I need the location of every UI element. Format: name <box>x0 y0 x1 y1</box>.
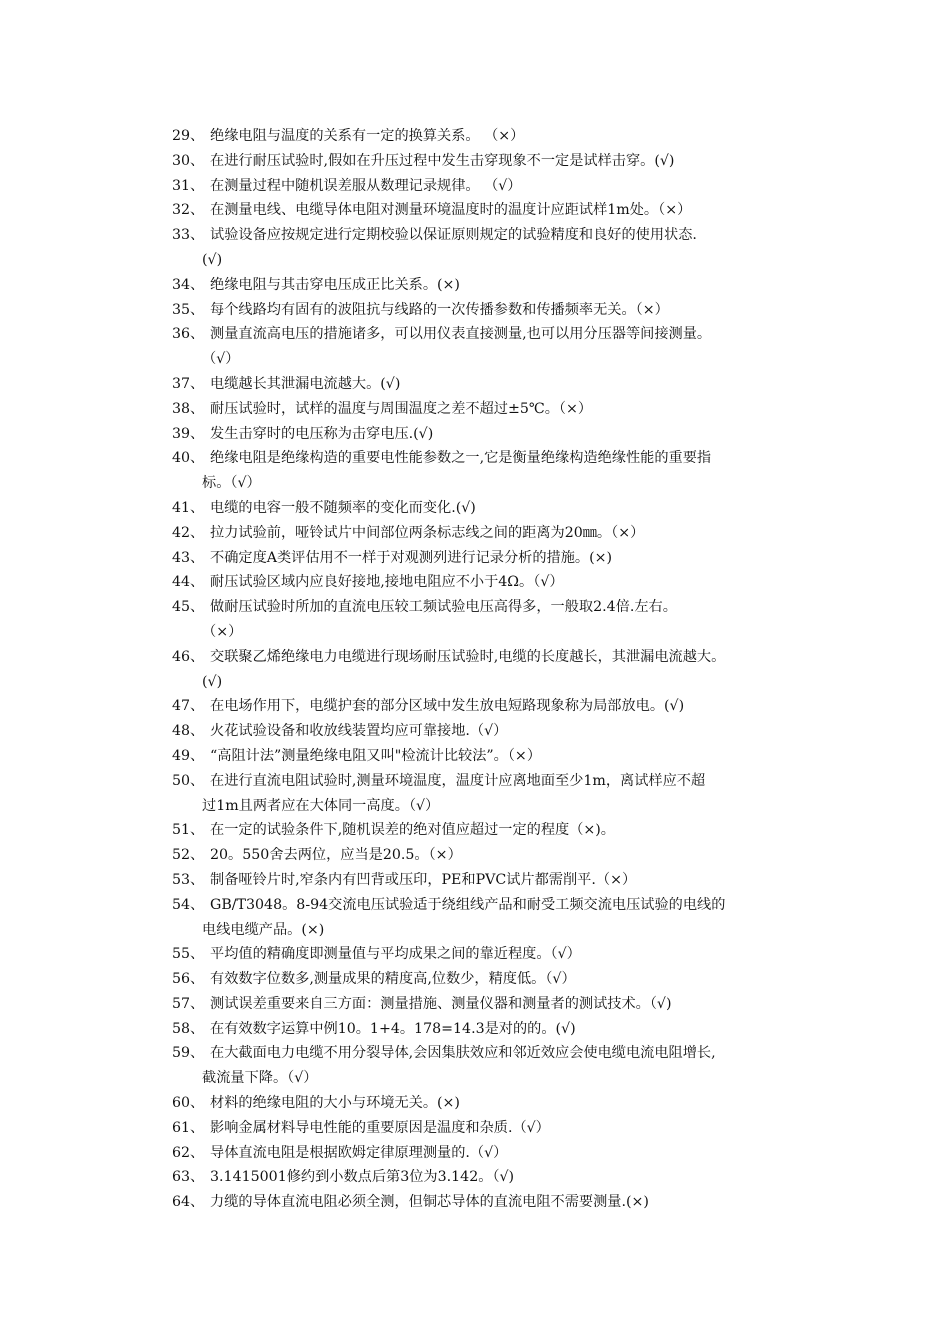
list-item <box>172 149 822 174</box>
item-number: 46、 <box>172 648 205 665</box>
item-number: 36、 <box>172 326 205 343</box>
list-item <box>172 570 822 595</box>
list-item <box>172 893 822 918</box>
item-number: 61、 <box>172 1119 205 1136</box>
item-text: 在测量电线、电缆导体电阻对测量环境温度时的温度计应距试样1m处。（×） <box>210 202 692 219</box>
item-number: 41、 <box>172 499 205 516</box>
item-continuation-text: 标。（√） <box>202 475 261 492</box>
item-number: 59、 <box>172 1045 205 1062</box>
item-text: 3.1415001修约到小数点后第3位为3.142。（√) <box>210 1169 515 1186</box>
item-number: 58、 <box>172 1020 205 1037</box>
item-text: 电缆越长其泄漏电流越大。(√) <box>210 375 401 392</box>
list-item <box>172 818 822 843</box>
item-text: 在电场作用下，电缆护套的部分区域中发生放电短路现象称为局部放电。(√) <box>210 698 685 715</box>
item-number: 38、 <box>172 400 205 417</box>
list-item <box>172 174 822 199</box>
list-item <box>172 273 822 298</box>
item-text: 绝缘电阻与其击穿电压成正比关系。(×) <box>210 276 460 293</box>
list-item <box>172 1190 822 1215</box>
item-continuation <box>172 248 822 273</box>
list-item <box>172 322 822 347</box>
item-number: 51、 <box>172 822 205 839</box>
item-number: 60、 <box>172 1095 205 1112</box>
item-text: 在有效数字运算中例10。1+4。178=14.3是对的的。(√) <box>210 1020 576 1037</box>
list-item <box>172 1091 822 1116</box>
item-text: 火花试验设备和收放线装置均应可靠接地.（√） <box>210 723 508 740</box>
list-item <box>172 372 822 397</box>
item-number: 64、 <box>172 1194 205 1211</box>
item-text: “高阻计法”测量绝缘电阻又叫"检流计比较法”。（×） <box>210 747 542 764</box>
list-item <box>172 1041 822 1066</box>
item-continuation <box>172 918 822 943</box>
list-item <box>172 769 822 794</box>
list-item <box>172 446 822 471</box>
item-continuation-text: (√) <box>202 251 223 268</box>
item-text: 测量直流高电压的措施诸多，可以用仪表直接测量,也可以用分压器等间接测量。 <box>210 326 712 343</box>
item-continuation <box>172 794 822 819</box>
item-continuation <box>172 620 822 645</box>
item-text: 交联聚乙烯绝缘电力电缆进行现场耐压试验时,电缆的长度越长，其泄漏电流越大。 <box>210 648 726 665</box>
item-continuation <box>172 347 822 372</box>
list-item <box>172 719 822 744</box>
list-item <box>172 422 822 447</box>
item-number: 34、 <box>172 276 205 293</box>
item-number: 48、 <box>172 723 205 740</box>
list-item <box>172 967 822 992</box>
item-number: 44、 <box>172 574 205 591</box>
item-number: 40、 <box>172 450 205 467</box>
item-text: 有效数字位数多,测量成果的精度高,位数少，精度低。（√） <box>210 971 576 988</box>
item-text: 耐压试验区域内应良好接地,接地电阻应不小于4Ω。（√） <box>210 574 564 591</box>
item-text: 制备哑铃片时,窄条内有凹背或压印，PE和PVC试片都需削平.（×） <box>210 871 637 888</box>
item-number: 55、 <box>172 946 205 963</box>
item-text: 平均值的精确度即测量值与平均成果之间的靠近程度。（√） <box>210 946 581 963</box>
item-number: 57、 <box>172 995 205 1012</box>
item-number: 30、 <box>172 152 205 169</box>
list-item <box>172 1017 822 1042</box>
item-number: 32、 <box>172 202 205 219</box>
item-continuation-text: （×） <box>202 623 243 640</box>
item-text: 在进行直流电阻试验时,测量环境温度，温度计应离地面至少1m，离试样应不超 <box>210 772 706 789</box>
item-number: 45、 <box>172 599 205 616</box>
list-item <box>172 992 822 1017</box>
list-item <box>172 868 822 893</box>
item-text: 拉力试验前，哑铃试片中间部位两条标志线之间的距离为20㎜。（×） <box>210 524 645 541</box>
item-number: 63、 <box>172 1169 205 1186</box>
item-continuation-text: （√） <box>202 351 240 368</box>
list-item <box>172 397 822 422</box>
item-number: 54、 <box>172 896 205 913</box>
item-text: 在大截面电力电缆不用分裂导体,会因集肤效应和邻近效应会使电缆电流电阻增长, <box>210 1045 716 1062</box>
list-item <box>172 694 822 719</box>
item-text: 电缆的电容一般不随频率的变化而变化.(√) <box>210 499 476 516</box>
question-list <box>172 124 822 1215</box>
item-text: 在测量过程中随机误差服从数理记录规律。 （√） <box>210 177 522 194</box>
item-text: 做耐压试验时所加的直流电压较工频试验电压高得多，一般取2.4倍.左右。 <box>210 599 677 616</box>
item-continuation <box>172 670 822 695</box>
list-item <box>172 1141 822 1166</box>
item-text: 影响金属材料导电性能的重要原因是温度和杂质.（√） <box>210 1119 550 1136</box>
item-text: 材料的绝缘电阻的大小与环境无关。(×) <box>210 1095 460 1112</box>
item-number: 47、 <box>172 698 205 715</box>
item-text: GB/T3048。8-94交流电压试验适于绕组线产品和耐受工频交流电压试验的电线的 <box>210 896 726 913</box>
item-text: 力缆的导体直流电阻必须全测，但铜芯导体的直流电阻不需要测量.(×) <box>210 1194 649 1211</box>
item-continuation <box>172 471 822 496</box>
item-text: 绝缘电阻与温度的关系有一定的换算关系。 （×） <box>210 128 525 144</box>
item-continuation <box>172 1066 822 1091</box>
list-item <box>172 298 822 323</box>
item-number: 31、 <box>172 177 205 194</box>
item-continuation-text: (√) <box>202 673 223 690</box>
item-text: 发生击穿时的电压称为击穿电压.(√) <box>210 425 434 442</box>
item-number: 50、 <box>172 772 205 789</box>
list-item <box>172 496 822 521</box>
item-number: 49、 <box>172 747 205 764</box>
item-text: 绝缘电阻是绝缘构造的重要电性能参数之一,它是衡量绝缘构造绝缘性能的重要指 <box>210 450 712 467</box>
item-continuation-text: 电线电缆产品。(×) <box>202 921 325 938</box>
list-item <box>172 843 822 868</box>
item-number: 35、 <box>172 301 205 318</box>
list-item <box>172 198 822 223</box>
list-item <box>172 124 822 149</box>
list-item <box>172 546 822 571</box>
list-item <box>172 1116 822 1141</box>
item-text: 每个线路均有固有的波阻抗与线路的一次传播参数和传播频率无关。（×） <box>210 301 669 318</box>
item-number: 52、 <box>172 847 205 864</box>
list-item <box>172 942 822 967</box>
item-text: 试验设备应按规定进行定期校验以保证原则规定的试验精度和良好的使用状态. <box>210 227 697 244</box>
list-item <box>172 744 822 769</box>
item-text: 在进行耐压试验时,假如在升压过程中发生击穿现象不一定是试样击穿。(√) <box>210 152 675 169</box>
list-item <box>172 645 822 670</box>
item-number: 53、 <box>172 871 205 888</box>
list-item <box>172 521 822 546</box>
item-text: 导体直流电阻是根据欧姆定律原理测量的.（√） <box>210 1144 508 1161</box>
item-text: 测试误差重要来自三方面：测量措施、测量仪器和测量者的测试技术。（√) <box>210 995 672 1012</box>
item-number: 62、 <box>172 1144 205 1161</box>
item-text: 在一定的试验条件下,随机误差的绝对值应超过一定的程度（×)。 <box>210 822 615 839</box>
item-number: 42、 <box>172 524 205 541</box>
item-number: 39、 <box>172 425 205 442</box>
item-continuation-text: 截流量下降。（√） <box>202 1070 318 1087</box>
item-text: 20。550舍去两位，应当是20.5。（×） <box>210 847 462 864</box>
item-number: 33、 <box>172 227 205 244</box>
item-text: 耐压试验时，试样的温度与周围温度之差不超过±5℃。（×） <box>210 400 593 417</box>
item-number: 56、 <box>172 971 205 988</box>
list-item <box>172 223 822 248</box>
list-item <box>172 595 822 620</box>
item-number: 29、 <box>172 128 205 144</box>
item-number: 43、 <box>172 549 205 566</box>
item-number: 37、 <box>172 375 205 392</box>
item-text: 不确定度A类评估用不一样于对观测列进行记录分析的措施。(×) <box>210 549 613 566</box>
item-continuation-text: 过1m且两者应在大体同一高度。（√） <box>202 797 440 814</box>
list-item <box>172 1165 822 1190</box>
